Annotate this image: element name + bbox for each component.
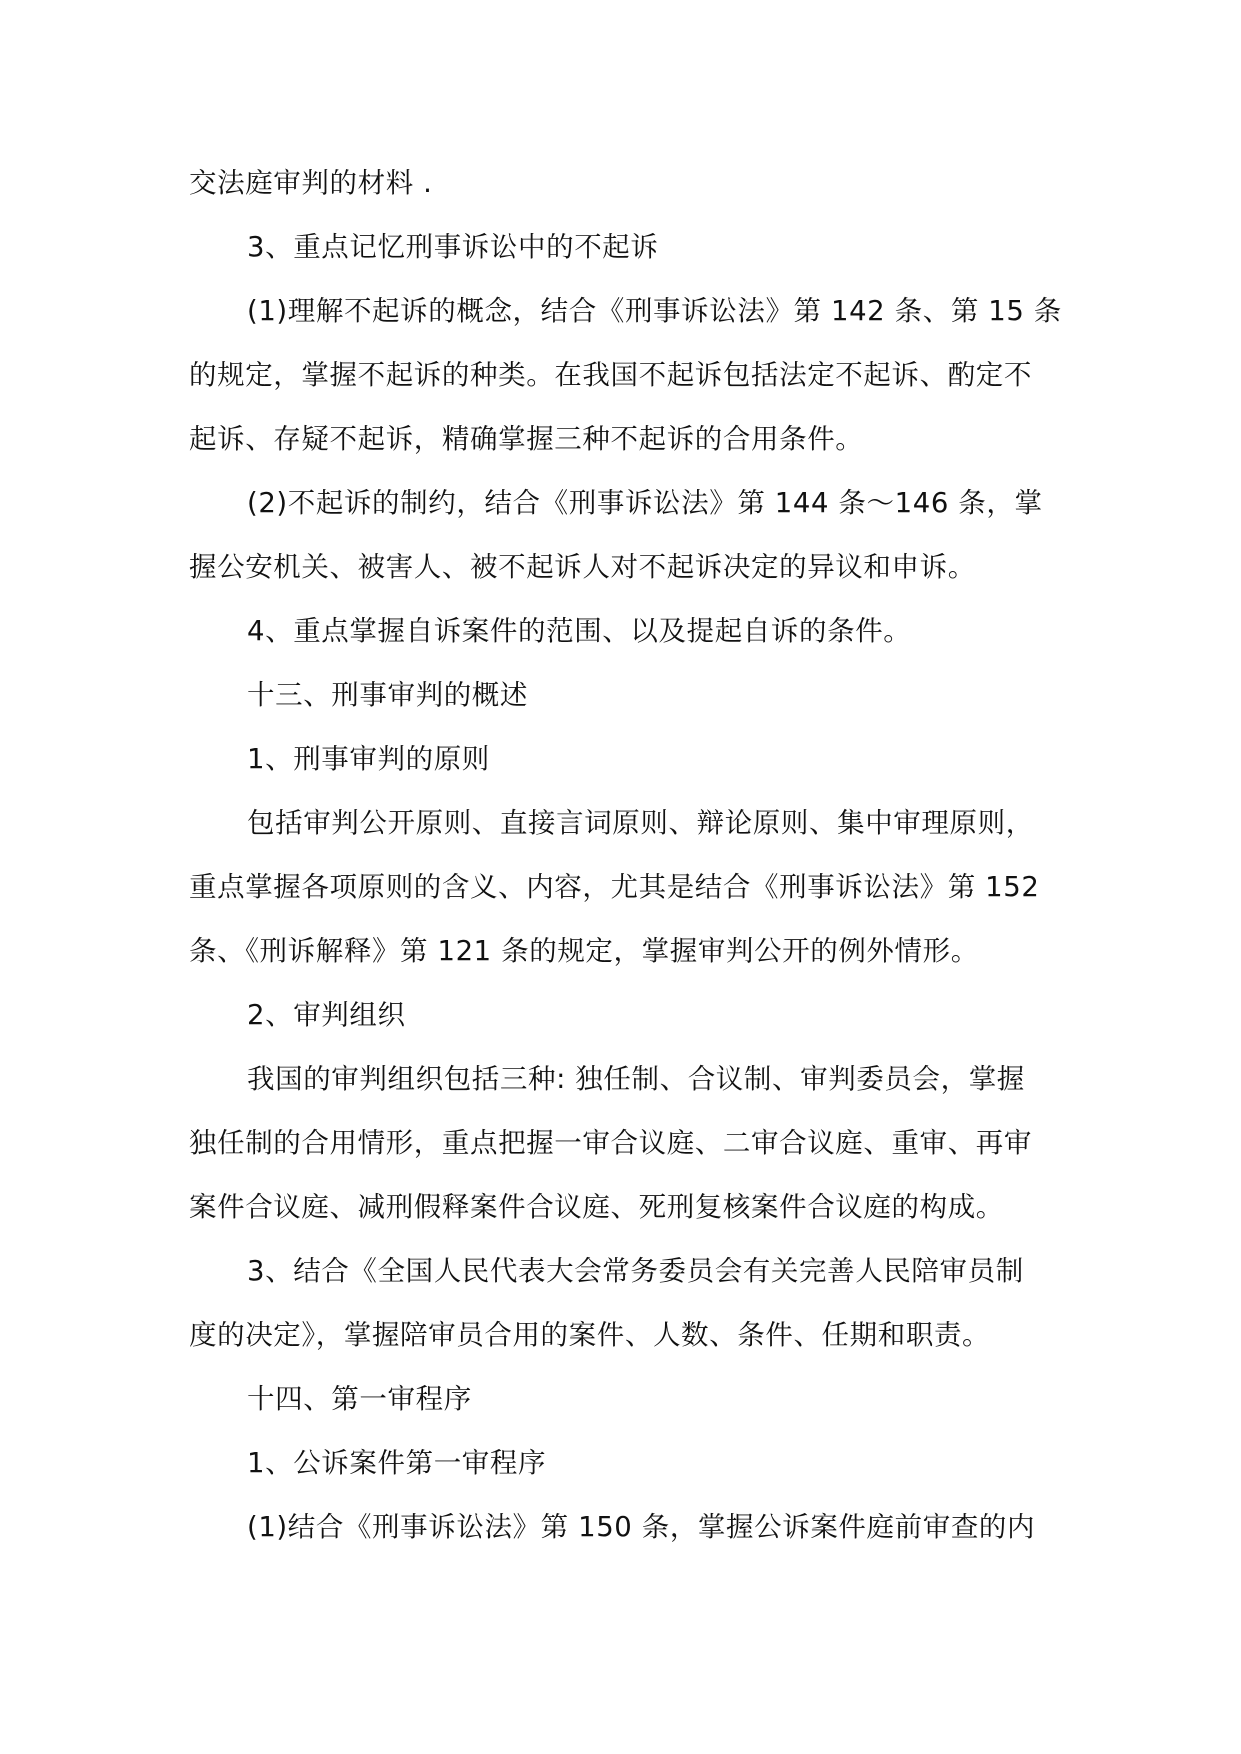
- paragraph-line: (1)结合《刑事诉讼法》第 150 条，掌握公诉案件庭前审查的内: [247, 1511, 1036, 1543]
- paragraph-line: (1)理解不起诉的概念，结合《刑事诉讼法》第 142 条、第 15 条: [247, 295, 1062, 327]
- paragraph-line: 我国的审判组织包括三种: 独任制、合议制、审判委员会，掌握: [247, 1063, 1025, 1095]
- paragraph-line: 起诉、存疑不起诉，精确掌握三种不起诉的合用条件。: [189, 423, 864, 455]
- chapter-heading: 十三、刑事审判的概述: [247, 679, 528, 711]
- paragraph-line: 独任制的合用情形，重点把握一审合议庭、二审合议庭、重审、再审: [189, 1127, 1032, 1159]
- chapter-heading: 十四、第一审程序: [247, 1383, 472, 1415]
- paragraph-line: 条、《刑诉解释》第 121 条的规定，掌握审判公开的例外情形。: [189, 935, 979, 967]
- paragraph-line: 案件合议庭、减刑假释案件合议庭、死刑复核案件合议庭的构成。: [189, 1191, 1004, 1223]
- paragraph-line: 的规定，掌握不起诉的种类。在我国不起诉包括法定不起诉、酌定不: [189, 359, 1032, 391]
- paragraph-line: 重点掌握各项原则的含义、内容，尤其是结合《刑事诉讼法》第 152: [189, 871, 1040, 903]
- paragraph-line: 握公安机关、被害人、被不起诉人对不起诉决定的异议和申诉。: [189, 551, 976, 583]
- paragraph-line: 包括审判公开原则、直接言词原则、辩论原则、集中审理原则，: [247, 807, 1034, 839]
- section-heading: 1、刑事审判的原则: [247, 743, 490, 775]
- paragraph-line: 3、结合《全国人民代表大会常务委员会有关完善人民陪审员制: [247, 1255, 1024, 1287]
- paragraph-line: (2)不起诉的制约，结合《刑事诉讼法》第 144 条～146 条，掌: [247, 487, 1043, 519]
- text-line: 交法庭审判的材料 .: [189, 167, 433, 199]
- section-heading: 1、公诉案件第一审程序: [247, 1447, 547, 1479]
- section-heading: 3、重点记忆刑事诉讼中的不起诉: [247, 231, 659, 263]
- paragraph-line: 度的决定》，掌握陪审员合用的案件、人数、条件、任期和职责。: [189, 1319, 991, 1351]
- section-heading: 4、重点掌握自诉案件的范围、以及提起自诉的条件。: [247, 615, 912, 647]
- section-heading: 2、审判组织: [247, 999, 406, 1031]
